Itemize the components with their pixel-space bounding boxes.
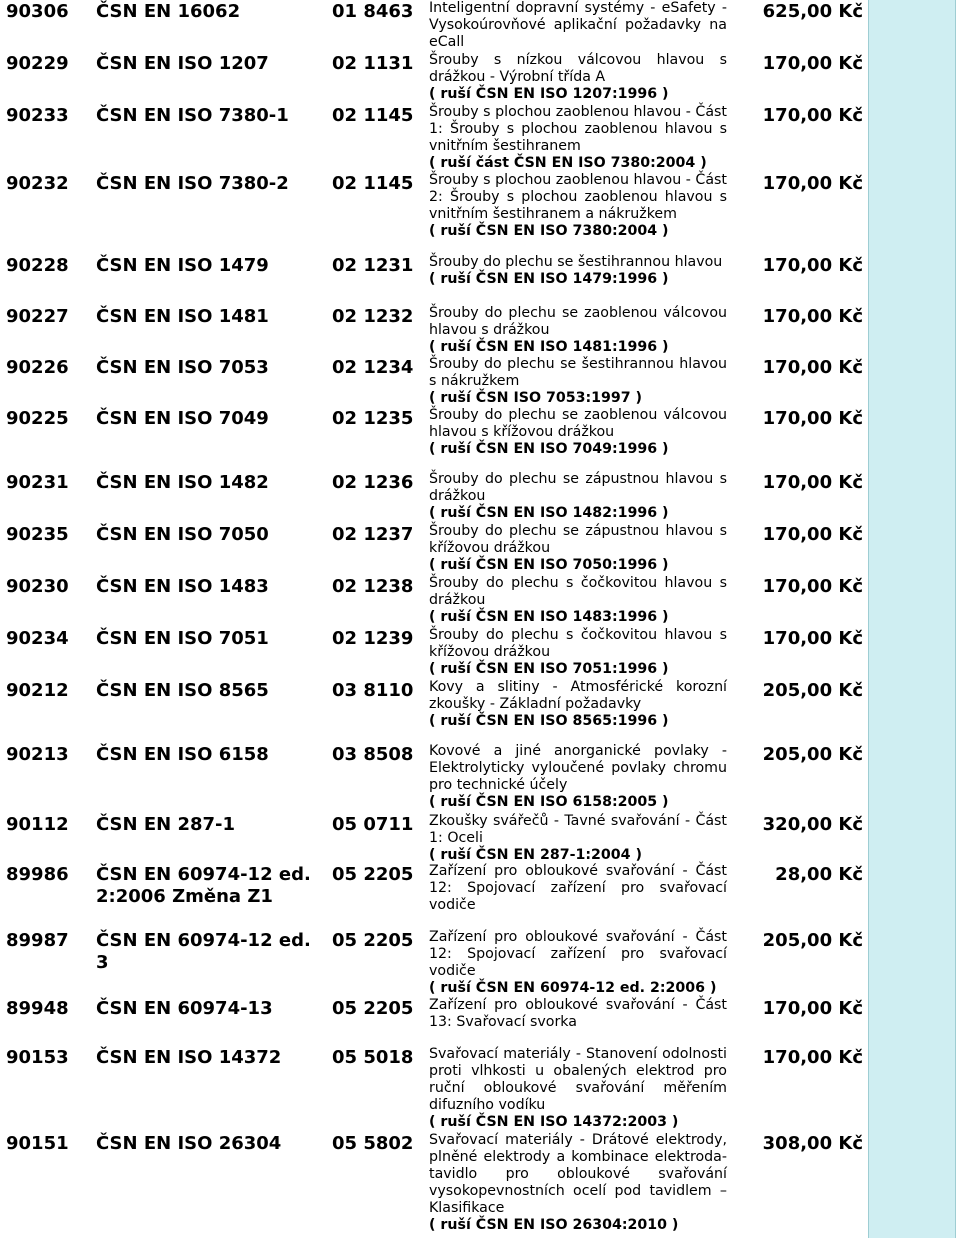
classification-code: 02 1237	[332, 524, 414, 545]
description-text: Šrouby do plechu se zaoblenou válcovou hlavou s křížovou drážkou	[429, 407, 727, 440]
catalog-number: 90112	[6, 814, 69, 835]
standard-description	[429, 863, 727, 914]
standard-designation: ČSN EN ISO 7050	[96, 524, 269, 545]
classification-code: 02 1145	[332, 105, 414, 126]
standard-designation: ČSN EN ISO 7051	[96, 628, 269, 649]
classification-code: 02 1235	[332, 408, 414, 429]
standard-designation: ČSN EN ISO 7380-1	[96, 105, 289, 126]
replaces-note: ( ruší ČSN EN ISO 7380:2004 )	[429, 222, 669, 239]
standard-designation: ČSN EN 16062	[96, 1, 241, 22]
catalog-number: 90153	[6, 1047, 69, 1068]
standard-designation: ČSN EN ISO 1483	[96, 576, 269, 597]
standard-designation: ČSN EN ISO 7380-2	[96, 173, 289, 194]
standard-description	[429, 254, 727, 288]
classification-code: 05 2205	[332, 864, 414, 885]
classification-code: 02 1145	[332, 173, 414, 194]
standard-description	[429, 997, 727, 1031]
standard-designation: ČSN EN ISO 1207	[96, 53, 269, 74]
catalog-number: 90226	[6, 357, 69, 378]
price: 170,00 Kč	[762, 628, 863, 649]
catalog-number: 90212	[6, 680, 69, 701]
description-text: Šrouby s plochou zaoblenou hlavou - Část 1: Šrouby s plochou zaoblenou hlavou s vnitřním šestihranem	[429, 104, 727, 154]
price: 170,00 Kč	[762, 53, 863, 74]
standard-description	[429, 172, 727, 240]
classification-code: 05 5802	[332, 1133, 414, 1154]
replaces-note: ( ruší ČSN EN ISO 14372:2003 )	[429, 1113, 679, 1130]
price: 170,00 Kč	[762, 408, 863, 429]
standard-description	[429, 1132, 727, 1233]
catalog-number: 90213	[6, 744, 69, 765]
standard-description	[429, 813, 727, 864]
standard-description	[429, 52, 727, 103]
price: 170,00 Kč	[762, 472, 863, 493]
classification-code: 02 1131	[332, 53, 414, 74]
replaces-note: ( ruší ČSN EN ISO 26304:2010 )	[429, 1216, 679, 1233]
replaces-note: ( ruší ČSN EN 287-1:2004 )	[429, 846, 642, 863]
replaces-note: ( ruší ČSN EN ISO 8565:1996 )	[429, 712, 669, 729]
price: 170,00 Kč	[762, 524, 863, 545]
catalog-number: 90151	[6, 1133, 69, 1154]
description-text: Kovové a jiné anorganické povlaky - Elektrolyticky vyloučené povlaky chromu pro technické účely	[429, 743, 727, 793]
description-text: Svařovací materiály - Drátové elektrody, plněné elektrody a kombinace elektroda-tavidlo pro obloukové svařování vysokopevnostních ocelí pod tavidlem – Klasifikace	[429, 1132, 727, 1216]
standard-description	[429, 471, 727, 522]
classification-code: 02 1232	[332, 306, 414, 327]
price: 308,00 Kč	[762, 1133, 863, 1154]
standard-designation: ČSN EN ISO 1481	[96, 306, 269, 327]
standard-description	[429, 743, 727, 811]
standard-designation: ČSN EN ISO 7053	[96, 357, 269, 378]
standard-description	[429, 523, 727, 574]
catalog-number: 89948	[6, 998, 69, 1019]
replaces-note: ( ruší ČSN EN ISO 1207:1996 )	[429, 85, 669, 102]
standard-description	[429, 1046, 727, 1131]
replaces-note: ( ruší ČSN EN ISO 7050:1996 )	[429, 556, 669, 573]
replaces-note: ( ruší ČSN EN ISO 1479:1996 )	[429, 270, 669, 287]
standard-designation: ČSN EN ISO 26304	[96, 1133, 282, 1154]
description-text: Šrouby do plechu se šestihrannou hlavou s nákružkem	[429, 356, 727, 389]
catalog-number: 89986	[6, 864, 69, 885]
description-text: Inteligentní dopravní systémy - eSafety - Vysokoúrovňové aplikační požadavky na eCall	[429, 0, 727, 50]
price: 170,00 Kč	[762, 357, 863, 378]
standard-designation: ČSN EN ISO 7049	[96, 408, 269, 429]
price: 170,00 Kč	[762, 105, 863, 126]
description-text: Kovy a slitiny - Atmosférické korozní zkoušky - Základní požadavky	[429, 679, 727, 712]
description-text: Šrouby do plechu se zaoblenou válcovou hlavou s drážkou	[429, 305, 727, 338]
replaces-note: ( ruší ČSN EN ISO 7049:1996 )	[429, 440, 669, 457]
standard-description	[429, 929, 727, 997]
description-text: Šrouby do plechu s čočkovitou hlavou s drážkou	[429, 575, 727, 608]
price: 28,00 Kč	[775, 864, 863, 885]
replaces-note: ( ruší ČSN EN ISO 1481:1996 )	[429, 338, 669, 355]
standard-designation: ČSN EN ISO 1482	[96, 472, 269, 493]
standard-designation: ČSN EN 60974-12 ed. 2:2006 Změna Z1	[96, 864, 311, 907]
price: 170,00 Kč	[762, 173, 863, 194]
replaces-note: ( ruší ČSN EN ISO 1483:1996 )	[429, 608, 669, 625]
standard-description	[429, 407, 727, 458]
description-text: Zařízení pro obloukové svařování - Část 12: Spojovací zařízení pro svařovací vodiče	[429, 929, 727, 979]
classification-code: 05 5018	[332, 1047, 414, 1068]
price: 625,00 Kč	[762, 1, 863, 22]
price: 170,00 Kč	[762, 255, 863, 276]
standard-designation: ČSN EN ISO 6158	[96, 744, 269, 765]
catalog-number: 90233	[6, 105, 69, 126]
catalog-number: 90235	[6, 524, 69, 545]
description-text: Zkoušky svářečů - Tavné svařování - Část 1: Oceli	[429, 813, 727, 846]
replaces-note: ( ruší ČSN EN ISO 1482:1996 )	[429, 504, 669, 521]
standard-description	[429, 627, 727, 678]
standard-designation: ČSN EN 60974-13	[96, 998, 273, 1019]
catalog-number: 90232	[6, 173, 69, 194]
catalog-number: 90230	[6, 576, 69, 597]
standard-description	[429, 305, 727, 356]
catalog-number: 90229	[6, 53, 69, 74]
description-text: Šrouby do plechu s čočkovitou hlavou s křížovou drážkou	[429, 627, 727, 660]
classification-code: 02 1236	[332, 472, 414, 493]
description-text: Šrouby do plechu se šestihrannou hlavou	[429, 254, 723, 270]
classification-code: 05 2205	[332, 998, 414, 1019]
price: 170,00 Kč	[762, 998, 863, 1019]
replaces-note: ( ruší část ČSN EN ISO 7380:2004 )	[429, 154, 707, 171]
replaces-note: ( ruší ČSN EN 60974-12 ed. 2:2006 )	[429, 979, 717, 996]
replaces-note: ( ruší ČSN ISO 7053:1997 )	[429, 389, 643, 406]
side-column	[868, 0, 956, 1238]
price: 205,00 Kč	[762, 930, 863, 951]
catalog-number: 90228	[6, 255, 69, 276]
description-text: Šrouby s nízkou válcovou hlavou s drážkou - Výrobní třída A	[429, 52, 727, 85]
catalog-number: 90231	[6, 472, 69, 493]
replaces-note: ( ruší ČSN EN ISO 7051:1996 )	[429, 660, 669, 677]
replaces-note: ( ruší ČSN EN ISO 6158:2005 )	[429, 793, 669, 810]
price: 205,00 Kč	[762, 680, 863, 701]
classification-code: 02 1231	[332, 255, 414, 276]
price: 170,00 Kč	[762, 306, 863, 327]
description-text: Zařízení pro obloukové svařování - Část 12: Spojovací zařízení pro svařovací vodiče	[429, 863, 727, 913]
description-text: Zařízení pro obloukové svařování - Část 13: Svařovací svorka	[429, 997, 727, 1030]
catalog-number: 90306	[6, 1, 69, 22]
classification-code: 02 1234	[332, 357, 414, 378]
classification-code: 05 0711	[332, 814, 414, 835]
classification-code: 01 8463	[332, 1, 414, 22]
classification-code: 03 8110	[332, 680, 414, 701]
classification-code: 05 2205	[332, 930, 414, 951]
catalog-number: 90227	[6, 306, 69, 327]
catalog-number: 90234	[6, 628, 69, 649]
classification-code: 03 8508	[332, 744, 414, 765]
catalog-number: 90225	[6, 408, 69, 429]
price: 320,00 Kč	[762, 814, 863, 835]
catalog-number: 89987	[6, 930, 69, 951]
standard-designation: ČSN EN ISO 1479	[96, 255, 269, 276]
price: 170,00 Kč	[762, 1047, 863, 1068]
price: 205,00 Kč	[762, 744, 863, 765]
price: 170,00 Kč	[762, 576, 863, 597]
description-text: Šrouby do plechu se zápustnou hlavou s křížovou drážkou	[429, 523, 727, 556]
standard-description	[429, 679, 727, 730]
standard-designation: ČSN EN 287-1	[96, 814, 236, 835]
standard-designation: ČSN EN 60974-12 ed. 3	[96, 930, 311, 973]
standard-designation: ČSN EN ISO 14372	[96, 1047, 282, 1068]
standard-description	[429, 0, 727, 51]
classification-code: 02 1239	[332, 628, 414, 649]
description-text: Svařovací materiály - Stanovení odolnosti proti vlhkosti u obalených elektrod pro ruční obloukové svařování měřením difuzního vodíku	[429, 1046, 727, 1113]
classification-code: 02 1238	[332, 576, 414, 597]
description-text: Šrouby do plechu se zápustnou hlavou s drážkou	[429, 471, 727, 504]
description-text: Šrouby s plochou zaoblenou hlavou - Část 2: Šrouby s plochou zaoblenou hlavou s vnitřním šestihranem a nákružkem	[429, 172, 727, 222]
standard-description	[429, 104, 727, 172]
standard-designation: ČSN EN ISO 8565	[96, 680, 269, 701]
standard-description	[429, 575, 727, 626]
standard-description	[429, 356, 727, 407]
